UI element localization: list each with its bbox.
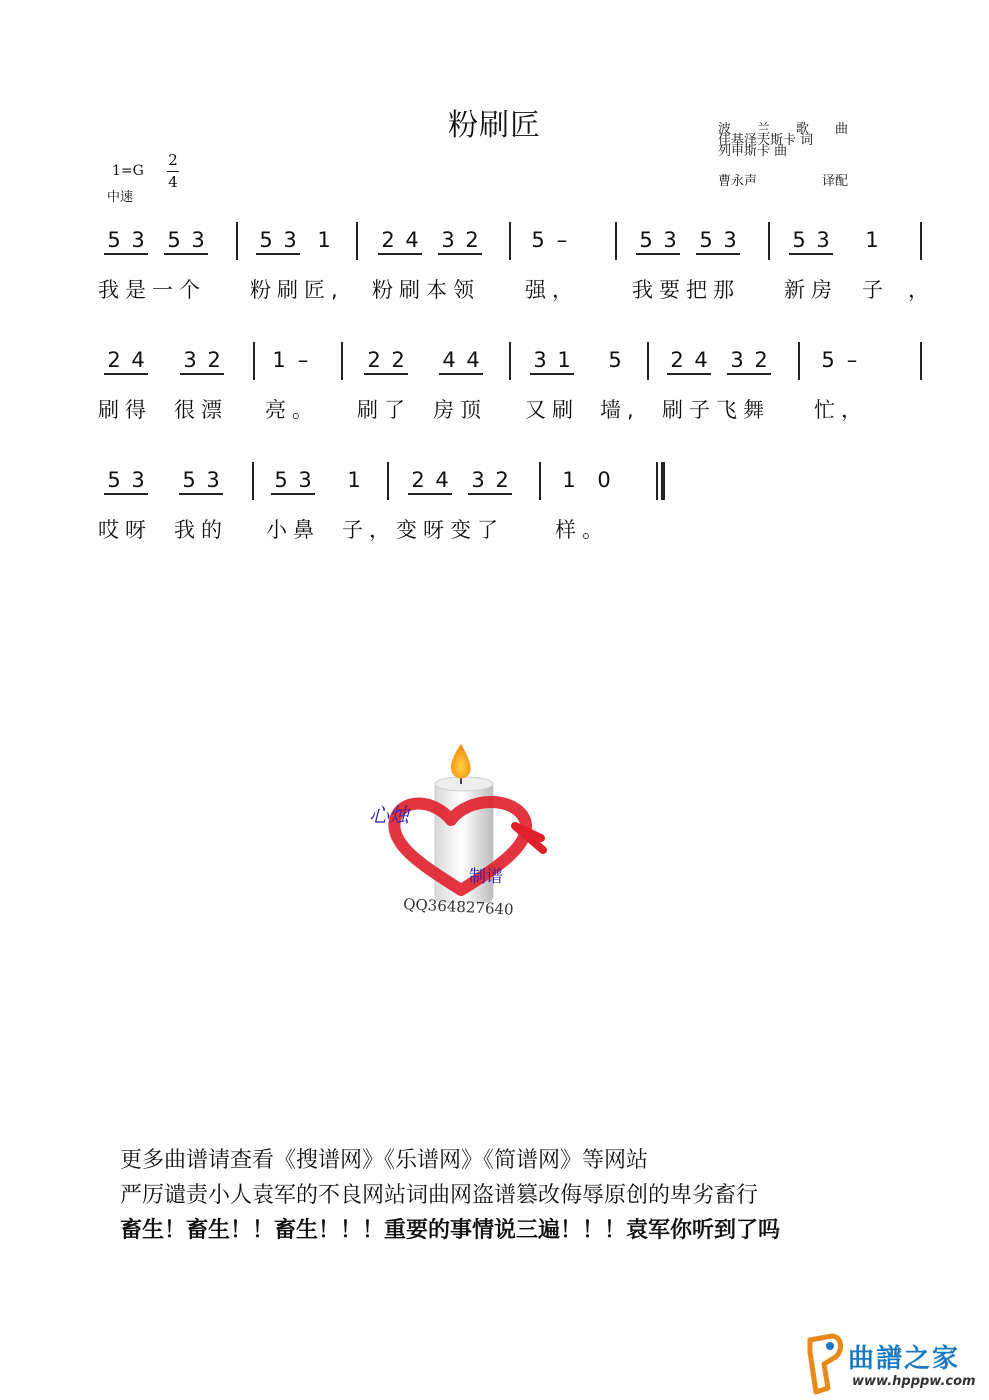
barline [341, 342, 343, 380]
note-group: 3 2 [178, 348, 226, 372]
lyric: 粉刷匠, [250, 278, 344, 302]
lyric: 强， [525, 278, 579, 302]
candle-heart-icon [365, 740, 555, 920]
footer-line-1: 更多曲谱请查看《搜谱网》《乐谱网》《简谱网》等网站 [120, 1148, 649, 1173]
note-group: 5 3 [102, 468, 150, 492]
site-brand: 曲譜之家 [848, 1344, 961, 1374]
lyric: 子 [862, 278, 889, 302]
logo-text-left: 心烛 [369, 803, 409, 827]
note-group: 1 [317, 228, 331, 252]
note-group: 1 [347, 468, 361, 492]
lyric: 我是一个 [98, 278, 206, 302]
note-group: 2 2 [362, 348, 410, 372]
barline [509, 342, 511, 380]
lyric: 我要把那 [632, 278, 740, 302]
lyric: 房顶 [433, 398, 487, 422]
barline [920, 222, 922, 260]
translator-credit: 曹永声 译配 [718, 174, 848, 189]
composer-credit: 波 兰 歌 曲 [718, 122, 848, 137]
lyric: 哎呀 [98, 518, 152, 542]
note-group: 1 0 [562, 468, 611, 492]
note-group: 5 3 [162, 228, 210, 252]
final-barline-thin [656, 462, 658, 500]
note-group: 3 2 [436, 228, 484, 252]
lyric: 粉刷本领 [372, 278, 480, 302]
lyric: 又刷 [525, 398, 579, 422]
lyric: 刷子飞舞 [662, 398, 770, 422]
note-group: 5 – [821, 348, 858, 372]
lyric: 刷了 [357, 398, 411, 422]
candle-heart-logo [365, 740, 555, 920]
note-group: 5 – [531, 228, 568, 252]
barline [539, 462, 541, 500]
lyric: ， [908, 278, 935, 302]
lyric: 亮。 [265, 398, 319, 422]
barline [356, 222, 358, 260]
note-group: 5 3 [177, 468, 225, 492]
site-watermark-logo [800, 1330, 989, 1400]
time-signature: 2 4 [168, 151, 178, 191]
lyric: 很漂 [174, 398, 228, 422]
barline [509, 222, 511, 260]
barline [253, 342, 255, 380]
note-group: 5 3 [102, 228, 150, 252]
barline [236, 222, 238, 260]
lyric: 小鼻 [266, 518, 320, 542]
score-title: 粉刷匠 [448, 108, 541, 143]
note-group: 1 [865, 228, 879, 252]
note-group: 5 3 [694, 228, 742, 252]
lyric: 样。 [555, 518, 609, 542]
note-group: 3 2 [725, 348, 773, 372]
footer-line-2: 严厉谴责小人袁军的不良网站词曲网盗谱篡改侮辱原创的卑劣畜行 [120, 1183, 759, 1208]
barline [920, 342, 922, 380]
note-group: 4 4 [437, 348, 485, 372]
note-group: 3 2 [466, 468, 514, 492]
barline [798, 342, 800, 380]
lyric: 墙, [600, 398, 640, 422]
barline [387, 462, 389, 500]
barline [615, 222, 617, 260]
note-group: 2 4 [406, 468, 454, 492]
lyric: 子，变呀变了 [342, 518, 504, 542]
lyric: 我的 [174, 518, 228, 542]
note-group: 5 [608, 348, 622, 372]
note-group: 3 1 [528, 348, 576, 372]
note-group: 2 4 [665, 348, 713, 372]
footer-line-3: 畜生！畜生！！畜生！！！重要的事情说三遍！！！袁军你听到了吗 [120, 1218, 781, 1243]
note-group: 5 3 [634, 228, 682, 252]
tempo-marking: 中速 [107, 190, 134, 205]
note-group: 5 3 [269, 468, 317, 492]
logo-text-right: 制谱 [469, 867, 503, 887]
barline [647, 342, 649, 380]
arranger-credit: 列申斯卡 曲 [718, 144, 788, 159]
site-url: www.hpppw.com [852, 1374, 976, 1389]
key-signature: 1=G [112, 163, 144, 179]
barline [768, 222, 770, 260]
note-group: 2 4 [376, 228, 424, 252]
site-logo-icon [802, 1332, 846, 1396]
barline [252, 462, 254, 500]
lyricist-credit: 佳基泽夫斯卡 词 [718, 133, 814, 148]
note-group: 1 – [272, 348, 309, 372]
lyric: 忙， [814, 398, 868, 422]
credits-block [718, 124, 848, 189]
lyric: 刷得 [98, 398, 152, 422]
note-group: 5 3 [254, 228, 302, 252]
logo-qq: QQ364827640 [402, 895, 515, 919]
lyric: 新房 [784, 278, 838, 302]
note-group: 2 4 [102, 348, 150, 372]
note-group: 5 3 [787, 228, 835, 252]
final-barline-thick [661, 462, 665, 500]
